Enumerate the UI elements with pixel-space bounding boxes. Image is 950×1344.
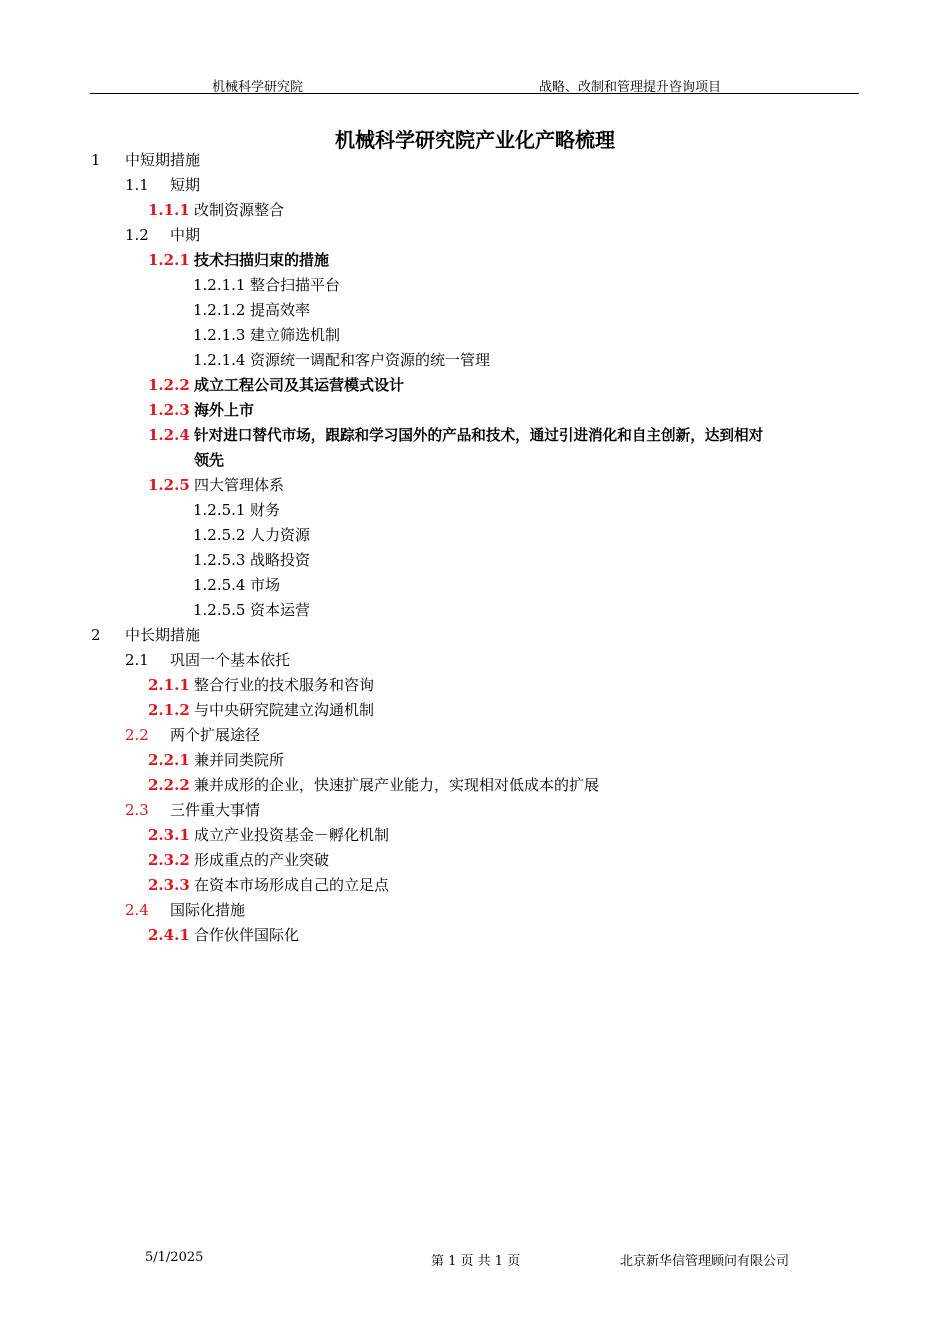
outline-text: 在资本市场形成自己的立足点	[194, 876, 390, 894]
outline-number: 2.1	[125, 651, 149, 669]
outline-text: 四大管理体系	[194, 476, 285, 494]
outline-number: 1.2.5.4	[193, 576, 246, 594]
outline-text: 中短期措施	[125, 151, 201, 169]
outline-text: 海外上市	[194, 401, 255, 419]
outline-text: 人力资源	[250, 526, 311, 544]
outline-number: 1	[91, 151, 101, 169]
header-divider	[90, 93, 859, 94]
outline-number: 1.2	[125, 226, 149, 244]
outline-number: 2.1.1	[148, 676, 190, 694]
outline-number: 1.2.1.4	[193, 351, 246, 369]
document-title: 机械科学研究院产业化产略梳理	[335, 128, 615, 152]
outline-text: 财务	[250, 501, 281, 519]
outline-text: 中期	[170, 226, 201, 244]
outline-text: 巩固一个基本依托	[170, 651, 291, 669]
outline-text: 形成重点的产业突破	[194, 851, 330, 869]
outline-text: 建立筛选机制	[250, 326, 341, 344]
outline-text: 整合行业的技术服务和咨询	[194, 676, 375, 694]
outline-number: 2.4	[125, 901, 149, 919]
outline-number: 1.2.5.5	[193, 601, 246, 619]
outline-number: 2.1.2	[148, 701, 190, 719]
outline-text: 短期	[170, 176, 201, 194]
outline-number: 2.2.1	[148, 751, 190, 769]
outline-number: 1.2.1.2	[193, 301, 246, 319]
header-right-text: 战略、改制和管理提升咨询项目	[539, 80, 722, 95]
outline-number: 2.2.2	[148, 776, 190, 794]
outline-text: 两个扩展途径	[170, 726, 261, 744]
outline-number: 1.2.1	[148, 251, 190, 269]
outline-number: 1.2.1.3	[193, 326, 246, 344]
outline-text: 与中央研究院建立沟通机制	[194, 701, 375, 719]
outline-text: 战略投资	[250, 551, 311, 569]
outline-number: 1.2.5	[148, 476, 190, 494]
header-left-text: 机械科学研究院	[212, 80, 304, 95]
outline-number: 1.1	[125, 176, 149, 194]
outline-number: 1.1.1	[148, 201, 190, 219]
outline-number: 1.2.5.3	[193, 551, 246, 569]
outline-text: 提高效率	[250, 301, 311, 319]
outline-text: 资源统一调配和客户资源的统一管理	[250, 351, 491, 369]
footer-page-number: 第 1 页 共 1 页	[431, 1254, 521, 1269]
outline-text: 兼并成形的企业，快速扩展产业能力，实现相对低成本的扩展	[194, 776, 600, 794]
outline-number: 1.2.5.2	[193, 526, 246, 544]
outline-text: 技术扫描归束的措施	[194, 251, 330, 269]
outline-text: 中长期措施	[125, 626, 201, 644]
outline-text: 整合扫描平台	[250, 276, 341, 294]
outline-number: 2.3.2	[148, 851, 190, 869]
outline-text: 成立工程公司及其运营模式设计	[194, 376, 405, 394]
outline-number: 1.2.3	[148, 401, 190, 419]
outline-text: 合作伙伴国际化	[194, 926, 300, 944]
outline-text: 市场	[250, 576, 281, 594]
outline-text: 改制资源整合	[194, 201, 285, 219]
outline-number: 1.2.5.1	[193, 501, 246, 519]
outline-text: 资本运营	[250, 601, 311, 619]
outline-number: 2.4.1	[148, 926, 190, 944]
outline-text-line2: 领先	[194, 451, 225, 469]
page-header	[90, 76, 859, 95]
outline-number: 2.3.3	[148, 876, 190, 894]
outline-number: 2.3.1	[148, 826, 190, 844]
outline-number: 2.2	[125, 726, 149, 744]
footer-company: 北京新华信管理顾问有限公司	[620, 1254, 790, 1269]
outline-text: 成立产业投资基金－孵化机制	[194, 826, 390, 844]
footer-date: 5/1/2025	[145, 1250, 204, 1265]
outline-number: 1.2.1.1	[193, 276, 246, 294]
outline-text: 国际化措施	[170, 901, 246, 919]
outline-number: 2.3	[125, 801, 149, 819]
outline-number: 2	[91, 626, 101, 644]
outline-number: 1.2.2	[148, 376, 190, 394]
outline-text-line1: 针对进口替代市场，跟踪和学习国外的产品和技术，通过引进消化和自主创新，达到相对	[194, 427, 764, 444]
outline-text: 兼并同类院所	[194, 751, 285, 769]
outline-number: 1.2.4	[148, 426, 190, 444]
outline-text: 三件重大事情	[170, 801, 261, 819]
